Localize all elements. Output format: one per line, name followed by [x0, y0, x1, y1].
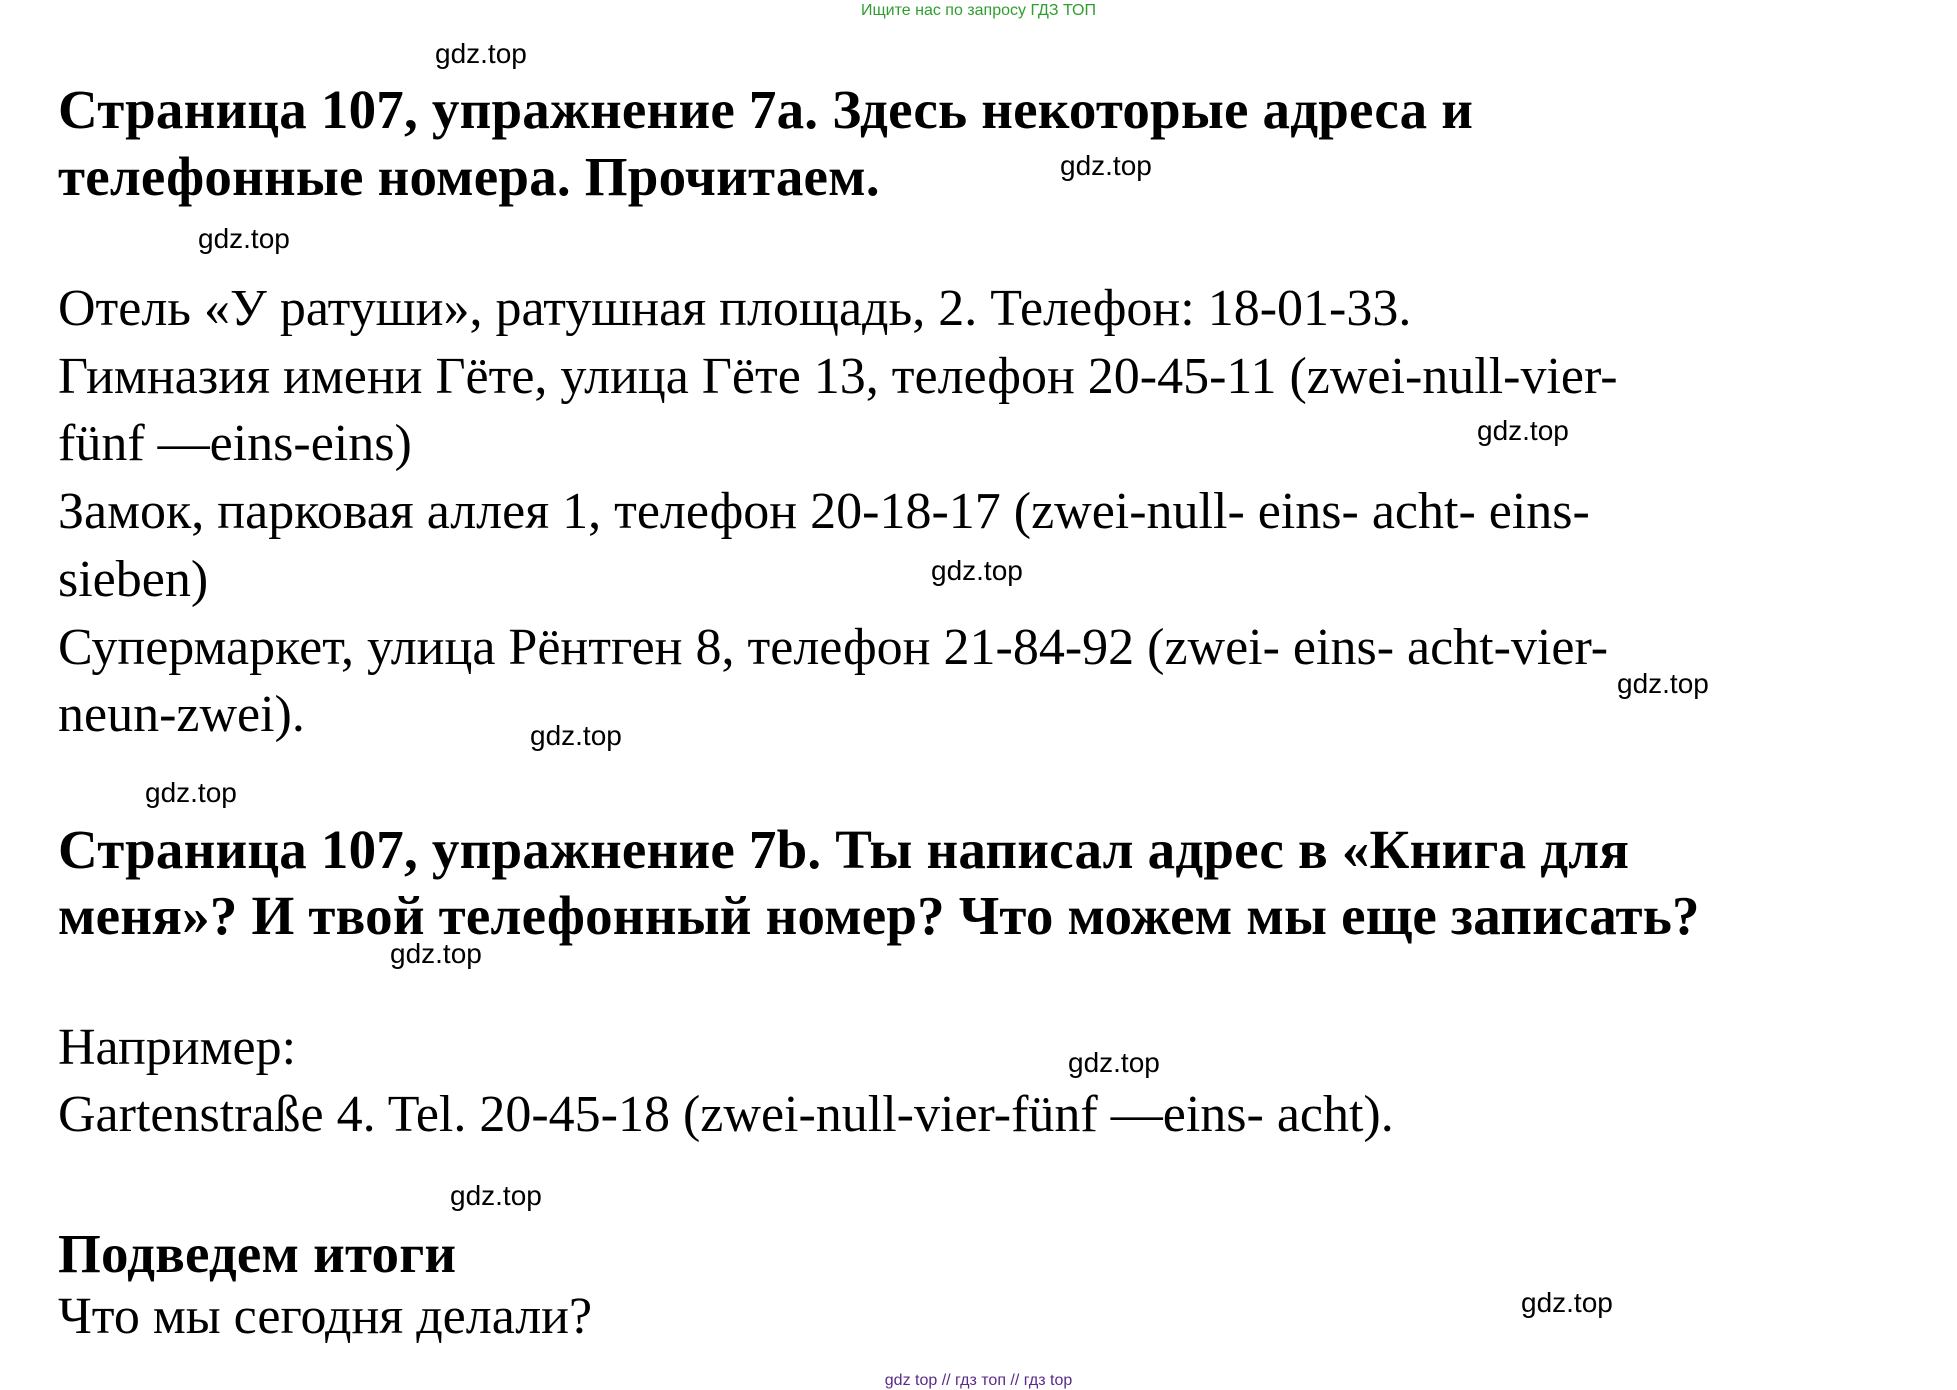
top-banner: Ищите нас по запросу ГДЗ ТОП [861, 2, 1096, 19]
summary-heading: Подведем итоги [58, 1223, 457, 1284]
summary-question: Что мы сегодня делали? [58, 1288, 593, 1345]
hotel-address-line: Отель «У ратуши», ратушная площадь, 2. Телефон: 18-01-33. [58, 280, 1412, 337]
watermark: gdz.top [198, 223, 290, 254]
watermark: gdz.top [390, 938, 482, 969]
castle-address-line: Замок, парковая аллея 1, телефон 20-18-17 (zwei-null- eins- acht- eins- [58, 483, 1590, 540]
supermarket-address-line: Супермаркет, улица Рёнтген 8, телефон 21-84-92 (zwei- eins- acht-vier- [58, 619, 1609, 676]
gymnasium-address-continuation: fünf —eins-eins) [58, 415, 412, 472]
watermark: gdz.top [450, 1180, 542, 1211]
supermarket-address-continuation: neun-zwei). [58, 686, 305, 743]
example-address: Gartenstraße 4. Tel. 20-45-18 (zwei-null-vier-fünf —eins- acht). [58, 1086, 1394, 1143]
footer-links: gdz top // гдз топ // гдз top [884, 1372, 1073, 1389]
watermark: gdz.top [1060, 150, 1152, 181]
exercise-7a-heading-line2: телефонные номера. Прочитаем. [58, 146, 880, 207]
watermark: gdz.top [145, 777, 237, 808]
watermark: gdz.top [1617, 668, 1709, 699]
watermark: gdz.top [435, 38, 527, 69]
castle-address-continuation: sieben) [58, 551, 209, 608]
watermark: gdz.top [1521, 1287, 1613, 1318]
example-label: Например: [58, 1019, 297, 1076]
exercise-7b-heading-line1: Страница 107, упражнение 7b. Ты написал адрес в «Книга для [58, 819, 1630, 880]
exercise-7a-heading-line1: Страница 107, упражнение 7а. Здесь некоторые адреса и [58, 79, 1474, 140]
watermark: gdz.top [1068, 1047, 1160, 1078]
watermark: gdz.top [931, 555, 1023, 586]
gymnasium-address-line: Гимназия имени Гёте, улица Гёте 13, телефон 20-45-11 (zwei-null-vier- [58, 348, 1618, 405]
watermark: gdz.top [530, 720, 622, 751]
exercise-7b-heading-line2: меня»? И твой телефонный номер? Что можем мы еще записать? [58, 885, 1700, 946]
watermark: gdz.top [1477, 415, 1569, 446]
